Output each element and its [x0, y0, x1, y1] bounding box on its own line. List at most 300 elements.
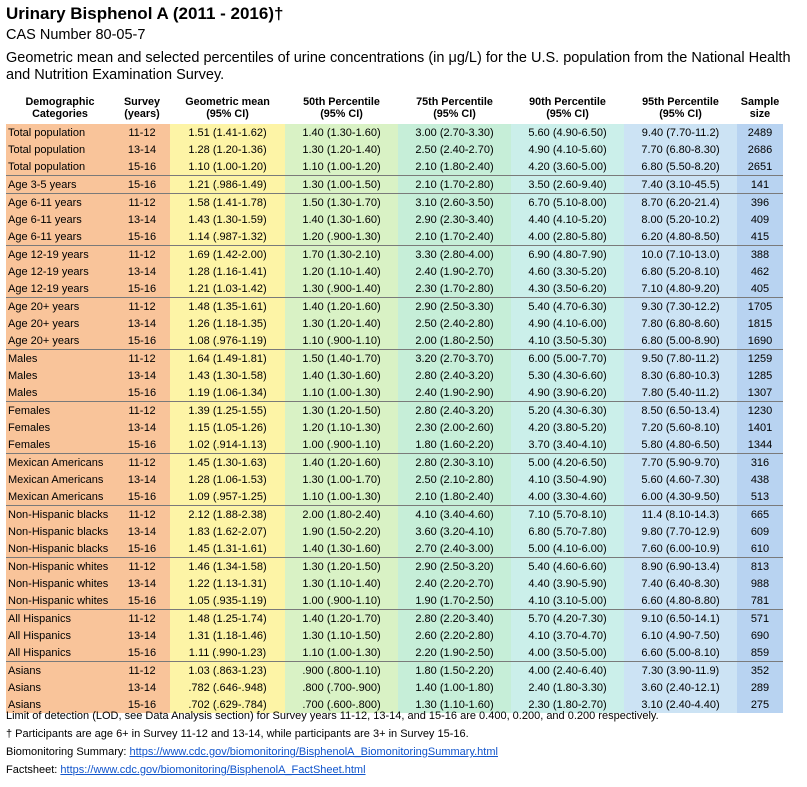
table-row — [6, 263, 783, 280]
cell-p90: 5.60 (4.90-6.50) — [511, 124, 624, 141]
cell-p90: 4.20 (3.60-5.00) — [511, 158, 624, 176]
table-row — [6, 419, 783, 436]
cell-survey: 15-16 — [114, 158, 170, 176]
cell-category: Females — [6, 419, 114, 436]
cell-survey: 13-14 — [114, 211, 170, 228]
cell-category: Non-Hispanic blacks — [6, 540, 114, 558]
cell-p90: 4.20 (3.80-5.20) — [511, 419, 624, 436]
cell-p95: 7.70 (5.90-9.70) — [624, 454, 737, 472]
cell-category: All Hispanics — [6, 644, 114, 662]
cell-survey: 11-12 — [114, 454, 170, 472]
cell-category: Males — [6, 367, 114, 384]
cell-survey: 15-16 — [114, 540, 170, 558]
cell-category: Age 20+ years — [6, 315, 114, 332]
cell-p90: 7.10 (5.70-8.10) — [511, 506, 624, 524]
cell-p75: 2.10 (1.70-2.40) — [398, 228, 511, 246]
cell-category: Mexican Americans — [6, 471, 114, 488]
cell-geomean: 1.43 (1.30-1.59) — [170, 211, 285, 228]
table-row — [6, 558, 783, 576]
cell-p75: 2.40 (1.90-2.70) — [398, 263, 511, 280]
cell-geomean: .782 (.646-.948) — [170, 679, 285, 696]
cell-p90: 6.70 (5.10-8.00) — [511, 194, 624, 212]
data-table — [6, 92, 783, 713]
cell-p50: 1.30 (1.00-1.50) — [285, 176, 398, 194]
cell-survey: 15-16 — [114, 332, 170, 350]
cell-p50: 1.70 (1.30-2.10) — [285, 246, 398, 264]
table-row — [6, 454, 783, 472]
cell-survey: 15-16 — [114, 592, 170, 610]
cell-p75: 2.80 (2.30-3.10) — [398, 454, 511, 472]
cell-p95: 8.00 (5.20-10.2) — [624, 211, 737, 228]
cell-geomean: 1.64 (1.49-1.81) — [170, 350, 285, 368]
cell-category: Asians — [6, 679, 114, 696]
cell-p95: 7.80 (5.40-11.2) — [624, 384, 737, 402]
table-row — [6, 523, 783, 540]
cell-sample-size: 2489 — [737, 124, 783, 141]
header-p75: 75th Percentile (95% CI) — [398, 92, 511, 124]
cell-category: Non-Hispanic blacks — [6, 523, 114, 540]
cell-sample-size: 409 — [737, 211, 783, 228]
cell-p75: 2.60 (2.20-2.80) — [398, 627, 511, 644]
cell-p90: 2.30 (1.80-2.70) — [511, 696, 624, 713]
cell-p95: 6.60 (5.00-8.10) — [624, 644, 737, 662]
table-row — [6, 592, 783, 610]
cell-sample-size: 141 — [737, 176, 783, 194]
cell-survey: 13-14 — [114, 575, 170, 592]
cell-p95: 9.40 (7.70-11.2) — [624, 124, 737, 141]
summary-label: Biomonitoring Summary: — [6, 746, 127, 758]
cell-category: All Hispanics — [6, 627, 114, 644]
table-row — [6, 194, 783, 212]
cell-p90: 5.30 (4.30-6.60) — [511, 367, 624, 384]
cell-category: Total population — [6, 158, 114, 176]
cell-p50: 1.30 (1.20-1.40) — [285, 315, 398, 332]
cell-p75: 2.10 (1.80-2.40) — [398, 488, 511, 506]
cell-category: Asians — [6, 662, 114, 680]
cell-survey: 15-16 — [114, 280, 170, 298]
table-row — [6, 176, 783, 194]
cell-p50: 1.10 (.900-1.10) — [285, 332, 398, 350]
cell-p75: 2.30 (2.00-2.60) — [398, 419, 511, 436]
cell-survey: 15-16 — [114, 228, 170, 246]
cell-p90: 2.40 (1.80-3.30) — [511, 679, 624, 696]
cell-p95: 9.30 (7.30-12.2) — [624, 298, 737, 316]
cell-p90: 4.30 (3.50-6.20) — [511, 280, 624, 298]
cell-p50: .800 (.700-.900) — [285, 679, 398, 696]
cell-survey: 15-16 — [114, 644, 170, 662]
cell-geomean: 1.09 (.957-1.25) — [170, 488, 285, 506]
cell-survey: 15-16 — [114, 436, 170, 454]
cell-geomean: 1.26 (1.18-1.35) — [170, 315, 285, 332]
table-row — [6, 384, 783, 402]
cell-p90: 4.00 (2.80-5.80) — [511, 228, 624, 246]
cell-p90: 4.60 (3.30-5.20) — [511, 263, 624, 280]
cell-p75: 2.70 (2.40-3.00) — [398, 540, 511, 558]
header-survey: Survey (years) — [114, 92, 170, 124]
cell-p75: 2.50 (2.40-2.80) — [398, 315, 511, 332]
cell-p95: 7.80 (6.80-8.60) — [624, 315, 737, 332]
page-title: Urinary Bisphenol A (2011 - 2016)† — [6, 4, 284, 23]
header-geometric-mean: Geometric mean (95% CI) — [170, 92, 285, 124]
cell-p90: 5.20 (4.30-6.30) — [511, 402, 624, 420]
cell-survey: 15-16 — [114, 488, 170, 506]
table-row — [6, 280, 783, 298]
cell-p75: 2.80 (2.20-3.40) — [398, 610, 511, 628]
cell-geomean: 1.14 (.987-1.32) — [170, 228, 285, 246]
table-header-row — [6, 92, 783, 124]
cell-p75: 3.00 (2.70-3.30) — [398, 124, 511, 141]
cell-category: Age 12-19 years — [6, 246, 114, 264]
cell-p75: 2.80 (2.40-3.20) — [398, 402, 511, 420]
cell-p95: 7.60 (6.00-10.9) — [624, 540, 737, 558]
cell-survey: 11-12 — [114, 662, 170, 680]
cell-p75: 2.50 (2.10-2.80) — [398, 471, 511, 488]
summary-link[interactable]: https://www.cdc.gov/biomonitoring/BisphenolA_BiomonitoringSummary.html — [129, 746, 498, 758]
cell-sample-size: 988 — [737, 575, 783, 592]
cell-p90: 4.00 (2.40-6.40) — [511, 662, 624, 680]
cell-p75: 2.30 (1.70-2.80) — [398, 280, 511, 298]
cell-p75: 2.80 (2.40-3.20) — [398, 367, 511, 384]
cell-p50: 1.00 (.900-1.10) — [285, 436, 398, 454]
cell-category: Age 6-11 years — [6, 228, 114, 246]
cell-geomean: 1.45 (1.31-1.61) — [170, 540, 285, 558]
cell-sample-size: 571 — [737, 610, 783, 628]
cell-p95: 7.30 (3.90-11.9) — [624, 662, 737, 680]
cell-category: Age 6-11 years — [6, 211, 114, 228]
cell-p95: 7.70 (6.80-8.30) — [624, 141, 737, 158]
cell-survey: 11-12 — [114, 558, 170, 576]
cell-category: Age 20+ years — [6, 298, 114, 316]
cell-p75: 2.90 (2.30-3.40) — [398, 211, 511, 228]
cell-sample-size: 781 — [737, 592, 783, 610]
cell-sample-size: 1815 — [737, 315, 783, 332]
cell-category: Non-Hispanic whites — [6, 575, 114, 592]
cell-geomean: 1.51 (1.41-1.62) — [170, 124, 285, 141]
cell-sample-size: 352 — [737, 662, 783, 680]
cell-geomean: 1.22 (1.13-1.31) — [170, 575, 285, 592]
cell-p90: 4.00 (3.30-4.60) — [511, 488, 624, 506]
cell-p50: 1.40 (1.20-1.60) — [285, 298, 398, 316]
cell-p95: 3.10 (2.40-4.40) — [624, 696, 737, 713]
cell-p50: 1.10 (1.00-1.30) — [285, 644, 398, 662]
cell-geomean: 1.43 (1.30-1.58) — [170, 367, 285, 384]
cell-p90: 4.90 (3.90-6.20) — [511, 384, 624, 402]
cell-sample-size: 275 — [737, 696, 783, 713]
table-row — [6, 610, 783, 628]
cell-p50: 1.90 (1.50-2.20) — [285, 523, 398, 540]
cell-geomean: 1.15 (1.05-1.26) — [170, 419, 285, 436]
cell-sample-size: 1230 — [737, 402, 783, 420]
header-demographic: Demographic Categories — [6, 92, 114, 124]
cell-p95: 6.80 (5.50-8.20) — [624, 158, 737, 176]
cell-survey: 11-12 — [114, 610, 170, 628]
cell-p90: 4.10 (3.50-5.30) — [511, 332, 624, 350]
cell-survey: 11-12 — [114, 246, 170, 264]
cell-geomean: 1.28 (1.06-1.53) — [170, 471, 285, 488]
cell-sample-size: 1344 — [737, 436, 783, 454]
cell-p50: 1.30 (1.20-1.50) — [285, 402, 398, 420]
cell-category: Females — [6, 402, 114, 420]
footnotes — [6, 707, 659, 779]
cell-category: Mexican Americans — [6, 488, 114, 506]
cell-p90: 6.80 (5.70-7.80) — [511, 523, 624, 540]
header-p95: 95th Percentile (95% CI) — [624, 92, 737, 124]
cell-p90: 4.90 (4.10-5.60) — [511, 141, 624, 158]
cell-category: Total population — [6, 141, 114, 158]
cell-survey: 13-14 — [114, 523, 170, 540]
cell-p50: 1.00 (.900-1.10) — [285, 592, 398, 610]
cell-p50: 1.10 (1.00-1.30) — [285, 488, 398, 506]
cell-survey: 11-12 — [114, 350, 170, 368]
table-row — [6, 488, 783, 506]
cell-p75: 2.10 (1.80-2.40) — [398, 158, 511, 176]
table-row — [6, 158, 783, 176]
cell-p75: 1.90 (1.70-2.50) — [398, 592, 511, 610]
cell-geomean: 1.19 (1.06-1.34) — [170, 384, 285, 402]
header-sample-size: Sample size — [737, 92, 783, 124]
cell-p50: 1.30 (1.20-1.40) — [285, 141, 398, 158]
cell-p90: 5.40 (4.60-6.60) — [511, 558, 624, 576]
cell-sample-size: 415 — [737, 228, 783, 246]
cell-category: Total population — [6, 124, 114, 141]
description: Geometric mean and selected percentiles of urine concentrations (in μg/L) for the U.S. population from the National Health and Nutrition Examination Survey. — [6, 50, 791, 83]
cell-survey: 13-14 — [114, 679, 170, 696]
table-body — [6, 124, 783, 713]
cell-p95: 10.0 (7.10-13.0) — [624, 246, 737, 264]
cell-p75: 2.90 (2.50-3.30) — [398, 298, 511, 316]
cell-category: Age 20+ years — [6, 332, 114, 350]
cell-geomean: 1.10 (1.00-1.20) — [170, 158, 285, 176]
cell-geomean: 1.58 (1.41-1.78) — [170, 194, 285, 212]
cell-p50: 1.20 (.900-1.30) — [285, 228, 398, 246]
cell-p90: 4.40 (4.10-5.20) — [511, 211, 624, 228]
cell-survey: 11-12 — [114, 124, 170, 141]
cell-p50: 1.10 (1.00-1.30) — [285, 384, 398, 402]
cell-sample-size: 462 — [737, 263, 783, 280]
cell-p50: 1.40 (1.30-1.60) — [285, 211, 398, 228]
cell-p90: 5.40 (4.70-6.30) — [511, 298, 624, 316]
table-row — [6, 471, 783, 488]
lod-note: Limit of detection (LOD, see Data Analysis section) for Survey years 11-12, 13-14, and 15-16 are 0.400, 0.200, and 0.200 respectively. — [6, 710, 659, 722]
cell-geomean: 1.08 (.976-1.19) — [170, 332, 285, 350]
factsheet-link[interactable]: https://www.cdc.gov/biomonitoring/BisphenolA_FactSheet.html — [60, 764, 366, 776]
cell-category: Non-Hispanic blacks — [6, 506, 114, 524]
cell-p90: 5.00 (4.10-6.00) — [511, 540, 624, 558]
cell-sample-size: 859 — [737, 644, 783, 662]
cell-p95: 7.10 (4.80-9.20) — [624, 280, 737, 298]
cell-p95: 9.80 (7.70-12.9) — [624, 523, 737, 540]
cell-survey: 13-14 — [114, 471, 170, 488]
cell-sample-size: 388 — [737, 246, 783, 264]
cell-sample-size: 396 — [737, 194, 783, 212]
table-row — [6, 298, 783, 316]
table-row — [6, 211, 783, 228]
cell-survey: 13-14 — [114, 315, 170, 332]
cell-p95: 6.80 (5.00-8.90) — [624, 332, 737, 350]
cell-p50: .700 (.600-.800) — [285, 696, 398, 713]
table-row — [6, 662, 783, 680]
cell-survey: 13-14 — [114, 263, 170, 280]
cell-sample-size: 690 — [737, 627, 783, 644]
cell-geomean: 1.46 (1.34-1.58) — [170, 558, 285, 576]
cell-sample-size: 1259 — [737, 350, 783, 368]
cell-p50: 1.40 (1.30-1.60) — [285, 124, 398, 141]
cell-p95: 8.70 (6.20-21.4) — [624, 194, 737, 212]
cell-survey: 15-16 — [114, 176, 170, 194]
table-row — [6, 141, 783, 158]
cell-category: Females — [6, 436, 114, 454]
cell-geomean: 1.02 (.914-1.13) — [170, 436, 285, 454]
cell-p90: 3.50 (2.60-9.40) — [511, 176, 624, 194]
table-row — [6, 506, 783, 524]
cell-p50: 1.20 (1.10-1.40) — [285, 263, 398, 280]
cell-geomean: 1.31 (1.18-1.46) — [170, 627, 285, 644]
cell-p95: 7.20 (5.60-8.10) — [624, 419, 737, 436]
cell-p95: 9.10 (6.50-14.1) — [624, 610, 737, 628]
cell-p50: 1.40 (1.20-1.60) — [285, 454, 398, 472]
cell-category: Males — [6, 384, 114, 402]
cell-p75: 4.10 (3.40-4.60) — [398, 506, 511, 524]
cell-geomean: 1.83 (1.62-2.07) — [170, 523, 285, 540]
cell-p75: 1.30 (1.10-1.60) — [398, 696, 511, 713]
cell-p75: 1.80 (1.60-2.20) — [398, 436, 511, 454]
cell-category: Non-Hispanic whites — [6, 558, 114, 576]
table-row — [6, 246, 783, 264]
cell-p75: 1.80 (1.50-2.20) — [398, 662, 511, 680]
cell-sample-size: 316 — [737, 454, 783, 472]
cell-geomean: 1.03 (.863-1.23) — [170, 662, 285, 680]
cell-survey: 11-12 — [114, 194, 170, 212]
cell-p95: 5.60 (4.60-7.30) — [624, 471, 737, 488]
cell-p95: 5.80 (4.80-6.50) — [624, 436, 737, 454]
cell-sample-size: 2686 — [737, 141, 783, 158]
cell-p50: 1.30 (1.00-1.70) — [285, 471, 398, 488]
cell-geomean: 1.21 (1.03-1.42) — [170, 280, 285, 298]
cell-p75: 2.40 (1.90-2.90) — [398, 384, 511, 402]
cell-category: Asians — [6, 696, 114, 713]
table-row — [6, 644, 783, 662]
cell-p50: 1.20 (1.10-1.30) — [285, 419, 398, 436]
cell-sample-size: 289 — [737, 679, 783, 696]
cell-p90: 6.90 (4.80-7.90) — [511, 246, 624, 264]
table-row — [6, 679, 783, 696]
factsheet-line — [6, 761, 659, 779]
cell-p90: 4.00 (3.50-5.00) — [511, 644, 624, 662]
cell-survey: 15-16 — [114, 696, 170, 713]
cell-geomean: 1.39 (1.25-1.55) — [170, 402, 285, 420]
cell-p50: .900 (.800-1.10) — [285, 662, 398, 680]
cell-geomean: 1.28 (1.16-1.41) — [170, 263, 285, 280]
cell-p50: 1.30 (1.20-1.50) — [285, 558, 398, 576]
cas-number: CAS Number 80-05-7 — [6, 27, 146, 43]
cell-p75: 3.30 (2.80-4.00) — [398, 246, 511, 264]
cell-category: Age 6-11 years — [6, 194, 114, 212]
dagger-note: † Participants are age 6+ in Survey 11-12 and 13-14, while participants are 3+ in Survey 15-16. — [6, 728, 469, 740]
cell-p50: 1.30 (1.10-1.50) — [285, 627, 398, 644]
cell-geomean: 1.21 (.986-1.49) — [170, 176, 285, 194]
table-row — [6, 627, 783, 644]
cell-p75: 2.00 (1.80-2.50) — [398, 332, 511, 350]
cell-category: Age 12-19 years — [6, 280, 114, 298]
cell-sample-size: 1690 — [737, 332, 783, 350]
cell-survey: 15-16 — [114, 384, 170, 402]
cell-p95: 7.40 (3.10-45.5) — [624, 176, 737, 194]
cell-category: Mexican Americans — [6, 454, 114, 472]
cell-p95: 6.10 (4.90-7.50) — [624, 627, 737, 644]
cell-survey: 11-12 — [114, 298, 170, 316]
cell-p95: 8.30 (6.80-10.3) — [624, 367, 737, 384]
cell-p75: 2.20 (1.90-2.50) — [398, 644, 511, 662]
cell-p75: 2.10 (1.70-2.80) — [398, 176, 511, 194]
cell-category: Age 12-19 years — [6, 263, 114, 280]
cell-p95: 6.80 (5.20-8.10) — [624, 263, 737, 280]
cell-p75: 2.40 (2.20-2.70) — [398, 575, 511, 592]
table-row — [6, 228, 783, 246]
cell-sample-size: 2651 — [737, 158, 783, 176]
summary-line — [6, 743, 659, 761]
cell-p90: 4.10 (3.70-4.70) — [511, 627, 624, 644]
cell-sample-size: 1401 — [737, 419, 783, 436]
table-row — [6, 350, 783, 368]
header-p50: 50th Percentile (95% CI) — [285, 92, 398, 124]
cell-p95: 7.40 (6.40-8.30) — [624, 575, 737, 592]
cell-geomean: 1.48 (1.25-1.74) — [170, 610, 285, 628]
cell-survey: 13-14 — [114, 419, 170, 436]
factsheet-label: Factsheet: — [6, 764, 58, 776]
table-row — [6, 315, 783, 332]
header-p90: 90th Percentile (95% CI) — [511, 92, 624, 124]
cell-p50: 2.00 (1.80-2.40) — [285, 506, 398, 524]
cell-p95: 6.60 (4.80-8.80) — [624, 592, 737, 610]
cell-p90: 4.40 (3.90-5.90) — [511, 575, 624, 592]
cell-sample-size: 813 — [737, 558, 783, 576]
cell-p90: 5.00 (4.20-6.50) — [511, 454, 624, 472]
cell-sample-size: 1285 — [737, 367, 783, 384]
cell-sample-size: 1705 — [737, 298, 783, 316]
cell-p90: 3.70 (3.40-4.10) — [511, 436, 624, 454]
cell-p90: 4.90 (4.10-6.00) — [511, 315, 624, 332]
cell-p95: 3.60 (2.40-12.1) — [624, 679, 737, 696]
cell-p95: 8.50 (6.50-13.4) — [624, 402, 737, 420]
cell-p75: 3.60 (3.20-4.10) — [398, 523, 511, 540]
cell-category: All Hispanics — [6, 610, 114, 628]
table-row — [6, 367, 783, 384]
cell-p50: 1.40 (1.30-1.60) — [285, 367, 398, 384]
cell-p75: 3.10 (2.60-3.50) — [398, 194, 511, 212]
cell-p50: 1.30 (1.10-1.40) — [285, 575, 398, 592]
cell-p50: 1.30 (.900-1.40) — [285, 280, 398, 298]
table-row — [6, 436, 783, 454]
cell-survey: 11-12 — [114, 506, 170, 524]
cell-p50: 1.10 (1.00-1.20) — [285, 158, 398, 176]
cell-p95: 6.20 (4.80-8.50) — [624, 228, 737, 246]
table-row — [6, 124, 783, 141]
cell-p95: 6.00 (4.30-9.50) — [624, 488, 737, 506]
cell-sample-size: 610 — [737, 540, 783, 558]
cell-p90: 4.10 (3.50-4.90) — [511, 471, 624, 488]
cell-p50: 1.40 (1.20-1.70) — [285, 610, 398, 628]
cell-survey: 13-14 — [114, 141, 170, 158]
cell-geomean: 1.48 (1.35-1.61) — [170, 298, 285, 316]
cell-p95: 9.50 (7.80-11.2) — [624, 350, 737, 368]
cell-p75: 3.20 (2.70-3.70) — [398, 350, 511, 368]
cell-p90: 5.70 (4.20-7.30) — [511, 610, 624, 628]
cell-category: Age 3-5 years — [6, 176, 114, 194]
cell-geomean: 1.45 (1.30-1.63) — [170, 454, 285, 472]
cell-p90: 6.00 (5.00-7.70) — [511, 350, 624, 368]
cell-geomean: .702 (.629-.784) — [170, 696, 285, 713]
cell-p95: 8.90 (6.90-13.4) — [624, 558, 737, 576]
